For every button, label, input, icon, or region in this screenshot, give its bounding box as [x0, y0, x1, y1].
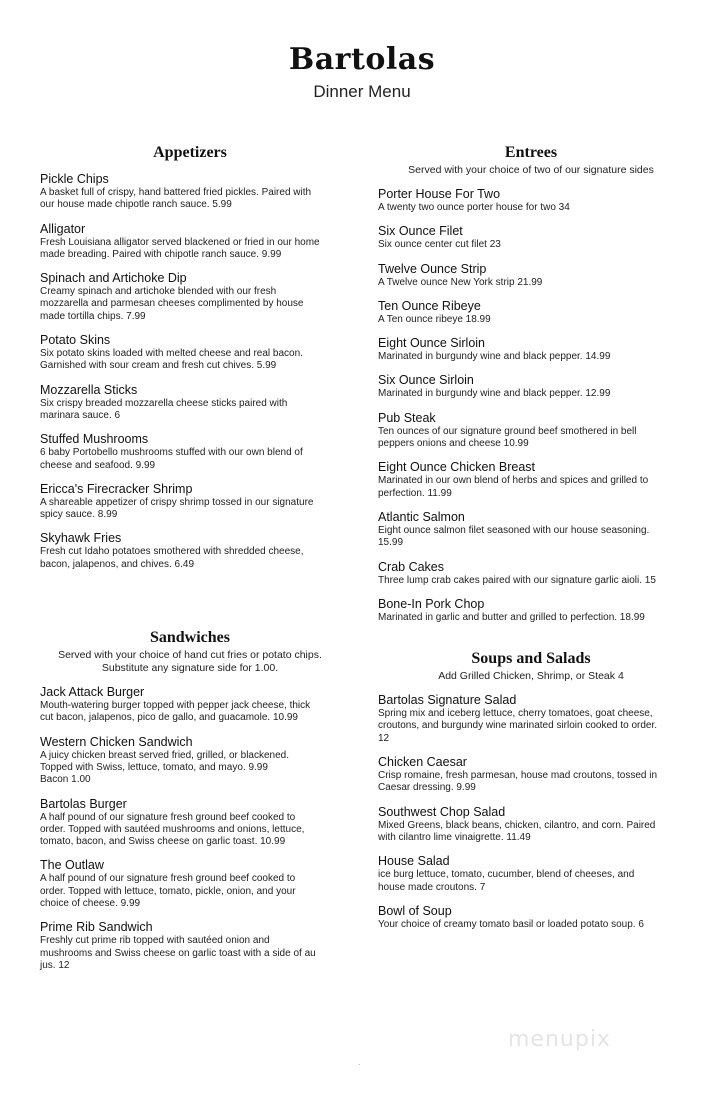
right-column — [378, 144, 684, 931]
menu-item-description: Six potato skins loaded with melted cheese and real bacon. Garnished with sour cream and fresh cut chives. 5.99 — [40, 348, 303, 372]
section-heading: Sandwiches — [149, 629, 231, 647]
menu-item-description: Ten ounces of our signature ground beef smothered in bell peppers onions and cheese 10.99 — [378, 425, 637, 450]
menu-item — [378, 460, 684, 500]
menu-item-name: Eight Ounce Chicken Breast — [378, 460, 536, 475]
menu-item-name: Atlantic Salmon — [378, 509, 465, 524]
menu-item-description: Marinated in burgundy wine and black pepper. 12.99 — [378, 388, 611, 400]
menu-subtitle: Dinner Menu — [313, 82, 411, 101]
menu-item — [40, 858, 340, 910]
menu-item — [40, 685, 340, 725]
menu-item-name: Pickle Chips — [40, 172, 109, 186]
menu-item-name: Alligator — [40, 221, 86, 236]
menu-item-name: Southwest Chop Salad — [378, 804, 506, 819]
menu-item-description: Fresh cut Idaho potatoes smothered with shredded cheese, bacon, jalapenos, and chives. 6.49 — [40, 546, 304, 570]
menu-item — [378, 693, 684, 745]
menu-item-description: Mouth-watering burger topped with pepper jack cheese, thick cut bacon, jalapenos, pico de gallo, and guacamole. 10.99 — [40, 700, 311, 724]
menu-item — [40, 383, 340, 423]
menu-item — [378, 411, 684, 451]
menu-item — [40, 482, 340, 522]
menu-item-description: ice burg lettuce, tomato, cucumber, blend of cheeses, and house made croutons. 7 — [378, 869, 635, 893]
menu-item-description: Fresh Louisiana alligator served blackened or fried in our home made breading. Paired with chipotle ranch sauce. 9.99 — [40, 236, 320, 260]
menu-item — [378, 854, 684, 894]
menu-item-description: A half pound of our signature fresh ground beef cooked to order. Topped with lettuce, tomato, pickle, onion, and your choice of cheese. 9.99 — [40, 873, 296, 910]
section-subtitle: Served with your choice of two of our signature sides — [408, 164, 654, 176]
menu-item-name: Prime Rib Sandwich — [40, 920, 153, 935]
menu-item — [40, 172, 340, 212]
menu-item-description: Mixed Greens, black beans, chicken, cilantro, and corn. Paired with cilantro lime vinaigrette. 11.49 — [378, 819, 656, 843]
menu-item-name: Pub Steak — [378, 410, 436, 425]
appetizers-section — [40, 144, 340, 571]
menu-item-name: Six Ounce Sirloin — [378, 373, 474, 388]
menu-item-description: A Ten ounce ribeye 18.99 — [378, 313, 491, 325]
menu-item-description: A half pound of our signature fresh ground beef cooked to order. Topped with sautéed mushrooms and onions, lettuce, tomato, bacon, and Swiss cheese on garlic toast. 10.99 — [40, 811, 305, 848]
item-list — [378, 693, 684, 931]
menu-item — [378, 262, 684, 289]
menu-item — [40, 271, 340, 323]
menu-item — [378, 224, 684, 251]
menu-item-description: Creamy spinach and artichoke blended with our fresh mozzarella and parmesan cheeses complimented by house made tortilla chips. 7.99 — [40, 286, 304, 322]
menu-item-description: Freshly cut prime rib topped with sautéed onion and mushrooms and Swiss cheese on garlic toast with a side of au jus. 12 — [40, 935, 316, 971]
item-list — [40, 685, 340, 972]
menu-item — [378, 904, 684, 931]
menu-item — [378, 755, 684, 795]
menu-item-name: Bone-In Pork Chop — [378, 596, 485, 611]
menu-item-description: Marinated in garlic and butter and grilled to perfection. 18.99 — [378, 611, 645, 623]
menu-item-description: Marinated in burgundy wine and black pepper. 14.99 — [378, 351, 611, 363]
menu-item — [378, 336, 684, 363]
menu-item — [378, 510, 684, 550]
menu-item — [378, 299, 684, 326]
menu-item-description: Eight ounce salmon filet seasoned with our house seasoning. 15.99 — [378, 524, 650, 549]
menu-item-name: Western Chicken Sandwich — [40, 734, 193, 749]
menu-item-name: Skyhawk Fries — [40, 531, 122, 546]
menu-item-description: A shareable appetizer of crispy shrimp tossed in our signature spicy sauce. 8.99 — [40, 496, 314, 521]
menu-item — [40, 531, 340, 571]
section-subtitle: Served with your choice of hand cut fries or potato chips. Substitute any signature side for 1.00. — [58, 649, 322, 675]
menu-item-name: Porter House For Two — [378, 187, 501, 201]
menu-item — [378, 560, 684, 587]
menupix-watermark: menupix — [508, 1027, 611, 1052]
menu-item-description: Marinated in our own blend of herbs and spices and grilled to perfection. 11.99 — [378, 475, 649, 499]
menu-item-name: House Salad — [378, 854, 450, 869]
menu-item-description: Your choice of creamy tomato basil or loaded potato soup. 6 — [378, 918, 644, 930]
menu-item-description: Crisp romaine, fresh parmesan, house mad croutons, tossed in Caesar dressing. 9.99 — [378, 770, 658, 794]
menu-item-name: Six Ounce Filet — [378, 224, 463, 239]
menu-item — [378, 187, 684, 214]
sandwiches-section — [40, 629, 340, 972]
menu-item — [40, 432, 340, 472]
menu-item-name: Bartolas Burger — [40, 796, 127, 811]
menu-item-name: Bowl of Soup — [378, 903, 452, 918]
menu-item-name: Potato Skins — [40, 333, 111, 348]
menu-item-name: Ericca's Firecracker Shrimp — [40, 481, 193, 496]
menu-item-name: Chicken Caesar — [378, 755, 467, 770]
soups-salads-section — [378, 650, 684, 931]
menu-item-description: Spring mix and iceberg lettuce, cherry tomatoes, goat cheese, croutons, and burgundy wine marinated sirloin cooked to order. 12 — [378, 708, 658, 744]
menu-item — [378, 597, 684, 624]
menu-item-description: A basket full of crispy, hand battered fried pickles. Paired with our house made chipotle ranch sauce. 5.99 — [40, 187, 312, 211]
section-heading: Appetizers — [153, 144, 227, 161]
section-heading: Soups and Salads — [471, 650, 591, 668]
menu-item-description: Three lump crab cakes paired with our signature garlic aioli. 15 — [378, 574, 656, 586]
entrees-section — [378, 144, 684, 624]
menu-item-name: Twelve Ounce Strip — [378, 261, 487, 276]
menu-item-name: Eight Ounce Sirloin — [378, 336, 486, 351]
restaurant-title: Bartolas — [288, 42, 436, 77]
menu-item-name: Spinach and Artichoke Dip — [40, 271, 187, 286]
menu-item — [40, 920, 340, 972]
menu-item-description: A Twelve ounce New York strip 21.99 — [378, 276, 543, 288]
item-list — [40, 172, 340, 571]
menu-item-name: Crab Cakes — [378, 559, 444, 574]
menu-item-name: Jack Attack Burger — [40, 685, 145, 700]
menu-item-description: Six ounce center cut filet 23 — [378, 239, 501, 251]
menu-item-description: 6 baby Portobello mushrooms stuffed with our own blend of cheese and seafood. 9.99 — [40, 447, 303, 471]
menu-item-name: Ten Ounce Ribeye — [378, 298, 481, 313]
section-subtitle: Add Grilled Chicken, Shrimp, or Steak 4 — [438, 670, 624, 683]
page-dot: · — [358, 1060, 361, 1069]
menu-item — [40, 333, 340, 373]
menu-item — [40, 797, 340, 849]
menu-item-description: Six crispy breaded mozzarella cheese sticks paired with marinara sauce. 6 — [40, 397, 288, 421]
menu-item-name: The Outlaw — [40, 858, 104, 873]
item-list — [378, 187, 684, 624]
menu-item-name: Stuffed Mushrooms — [40, 432, 149, 447]
menu-item-name: Bartolas Signature Salad — [378, 693, 517, 708]
menu-item — [40, 222, 340, 262]
menu-item-description: A juicy chicken breast served fried, grilled, or blackened. Topped with Swiss, lettuce, tomato, and mayo. 9.99 Bacon 1.00 — [40, 749, 290, 786]
left-column — [40, 144, 340, 972]
menu-item-name: Mozzarella Sticks — [40, 382, 138, 397]
menu-item — [40, 735, 340, 787]
menu-item — [378, 373, 684, 400]
section-heading: Entrees — [504, 144, 558, 161]
menu-item-description: A twenty two ounce porter house for two 34 — [378, 202, 570, 213]
menu-item — [378, 805, 684, 845]
